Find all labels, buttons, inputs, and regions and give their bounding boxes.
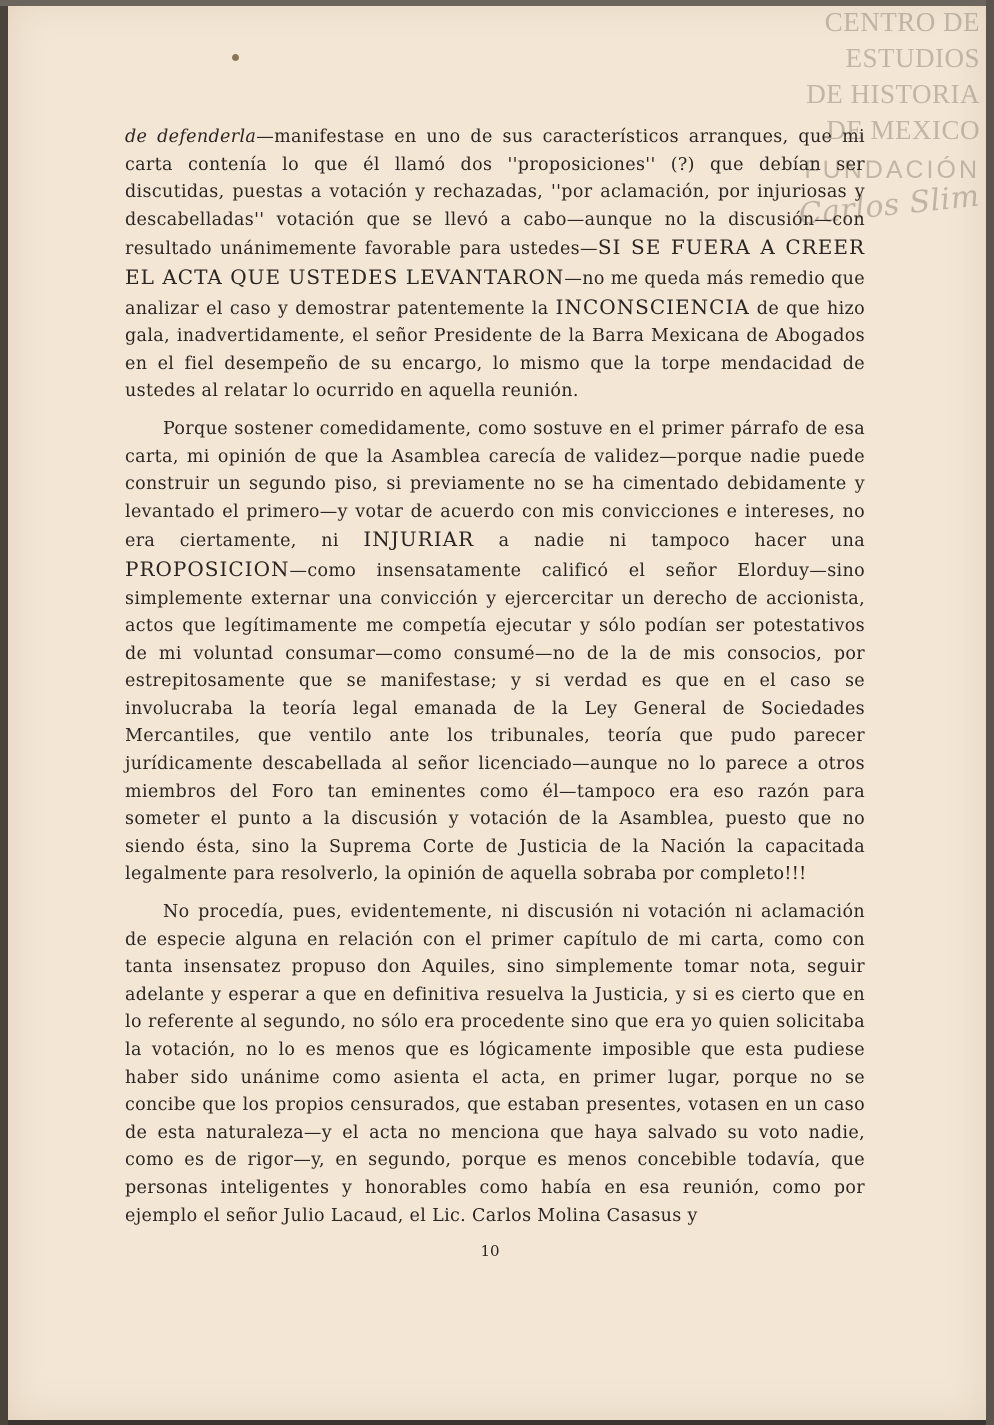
text-segment: de defenderla [125, 127, 257, 147]
text-segment: INJURIAR [363, 527, 475, 552]
text-segment: No procedía, pues, evidentemente, ni discusión ni votación ni aclamación de especie alguna en relación con el primer capítulo de mi carta, como con tanta insensatez propuso don Aquiles, sino simplemente tomar nota, seguir adelante y esperar a que en definitiva resuelva la Justicia, y si es cierto que en lo referente al segundo, no sólo era procedente sino que era yo quien solicitaba la votación, no lo es menos que es lógicamente imposible que esta pudiese haber sido unánime como asienta el acta, en primer lugar, porque no se concibe que los propios censurados, que estaban presentes, votasen en un caso de esta naturaleza—y el acta no menciona que haya salvado su voto nadie, como es de rigor—y, en segundo, porque es menos concebible todavía, que personas inteligentes y honorables como había en esa reunión, como por ejemplo el señor Julio Lacaud, el Lic. Carlos Molina Casasus y [125, 902, 865, 1226]
text-segment: de que hizo gala, inadvertidamente, el señor Presidente de la Barra Mexicana de Abogados en el fiel desempeño de su encargo, lo mismo que la torpe mendacidad de ustedes al relatar lo ocurrido en aquella reunión. [125, 298, 866, 402]
watermark-signature: Carlos Slim [797, 178, 982, 233]
watermark-line: CENTRO DE [824, 7, 980, 37]
paper-spot [232, 54, 239, 61]
text-segment: Porque sostener comedidamente, como sostuve en el primer párrafo de esa carta, mi opinión de que la Asamblea carecía de validez—porque nadie puede construir un segundo piso, si previamente no se ha cimentado debidamente y levantado el primero—y votar de acuerdo con mis convicciones e intereses, no era ciertamente, ni [125, 418, 865, 552]
watermark-line: DE HISTORIA [806, 79, 980, 109]
text-segment: INCONSCIENCIA [555, 294, 750, 319]
paragraph [125, 416, 865, 889]
body-text [125, 124, 865, 1230]
watermark-line: ESTUDIOS [845, 43, 980, 73]
scan-left-edge [0, 0, 8, 1425]
text-segment: SI SE FUERA A CREER EL ACTA QUE USTEDES LEVANTARON [125, 235, 866, 289]
text-segment: PROPOSICION [125, 556, 290, 581]
text-segment: —no me queda más remedio que analizar el caso y demostrar patentemente la [125, 268, 866, 319]
paragraph [125, 124, 865, 406]
text-segment: a nadie ni tampoco hacer una [474, 531, 865, 552]
paragraph [125, 899, 865, 1230]
text-segment: —manifestase en uno de sus característicos arranques, que mi carta contenía lo que él llamó dos ''proposiciones'' (?) que debían ser discutidas, puestas a votación y rechazadas, ''por aclamación, por injuriosas y descabelladas'' votación que se llevó a cabo—aunque no la discusión—con resultado unánimemente favorable para ustedes— [125, 127, 865, 260]
scan-right-edge [986, 0, 994, 1425]
text-segment: —como insensatamente calificó el señor Elorduy—sino simplemente externar una convicción y ejercercitar un derecho de accionista, actos que legítimamente me competía ejecutar y sólo podían ser potestativos de mi voluntad consumar—como consumé—no de la de mis consocios, por estrepitosamente que se manifestase; y si verdad es que en el caso se involucraba la teoría legal emanada de la Ley General de Sociedades Mercantiles, que ventilo ante los tribunales, teoría que pudo parecer jurídicamente descabellada al señor licenciado—aunque no lo parece a otros miembros del Foro tan eminentes como él—tampoco era eso razón para someter el punto a la discusión y votación de la Asamblea, puesto que no siendo ésta, sino la Suprema Corte de Justicia de la Nación la capacitada legalmente para resolverlo, la opinión de aquella sobraba por completo!!! [125, 560, 865, 885]
watermark-line: DE MEXICO [826, 115, 980, 145]
page-number: 10 [480, 1242, 500, 1260]
watermark-fundacion: FUNDACIÓN [804, 156, 980, 184]
